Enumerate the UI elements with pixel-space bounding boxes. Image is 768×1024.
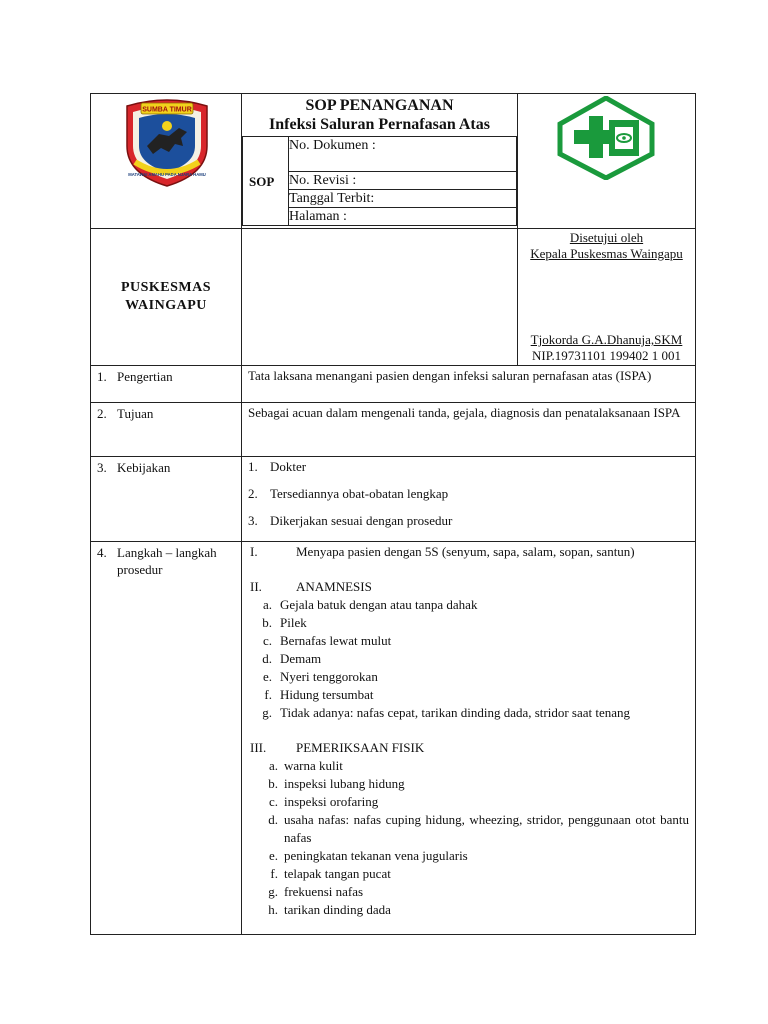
section-label: Kebijakan: [117, 460, 171, 475]
svg-text:SUMBA TIMUR: SUMBA TIMUR: [142, 106, 192, 114]
list-item: f. telapak tangan pucat: [270, 866, 391, 881]
sop-table: [90, 93, 696, 935]
list-item: b. inspeksi lubang hidung: [268, 776, 405, 791]
list-item: a. warna kulit: [268, 758, 343, 773]
step-title: PEMERIKSAAN FISIK: [296, 740, 425, 755]
list-item: a. Gejala batuk dengan atau tanpa dahak: [262, 597, 478, 612]
approval-block: [518, 229, 696, 366]
list-item: c. inspeksi orofaring: [268, 794, 379, 809]
list-item: 3. Dikerjakan sesuai dengan prosedur: [248, 513, 453, 528]
no-revisi-field: No. Revisi :: [289, 172, 517, 190]
list-item: e. peningkatan tekanan vena jugularis: [268, 848, 468, 863]
step-text: Menyapa pasien dengan 5S (senyum, sapa, salam, sopan, santun): [296, 544, 635, 559]
section-content-langkah: [242, 542, 696, 935]
sop-title: [242, 94, 517, 137]
sumba-timur-crest-icon: [121, 96, 213, 193]
sop-document: [90, 93, 695, 935]
step-2-anamnesis: [250, 578, 689, 722]
step-1: [250, 543, 689, 561]
section-number: 2.: [97, 406, 107, 421]
left-logo-cell: [91, 94, 242, 229]
section-label-langkah: [91, 542, 242, 935]
section-label-kebijakan: [91, 457, 242, 542]
section-label: Pengertian: [117, 369, 173, 384]
list-item: d. usaha nafas: nafas cuping hidung, wheezing, stridor, penggunaan otot bantu nafas: [268, 812, 689, 845]
section-label-tujuan: [91, 403, 242, 457]
svg-text:MATAWAI AMAHU PADA NJARA HAMU: MATAWAI AMAHU PADA NJARA HAMU: [128, 172, 206, 177]
org-name-line-2: WAINGAPU: [125, 298, 207, 313]
list-item: h. tarikan dinding dada: [268, 902, 391, 917]
org-name-line-1: PUSKESMAS: [120, 280, 212, 295]
section-number: 4.: [97, 545, 107, 560]
step-roman: III.: [250, 740, 267, 755]
list-item: f. Hidung tersumbat: [264, 687, 374, 702]
approval-line-2: Kepala Puskesmas Waingapu: [530, 246, 683, 261]
section-label: Langkah – langkah prosedur: [117, 545, 217, 577]
org-name: [91, 229, 242, 366]
list-item: b. Pilek: [262, 615, 307, 630]
halaman-field: Halaman :: [289, 208, 517, 226]
blank-cell: [242, 229, 518, 366]
list-item: c. Bernafas lewat mulut: [262, 633, 392, 648]
approval-line-1: Disetujui oleh: [569, 230, 644, 245]
title-line-2: Infeksi Saluran Pernafasan Atas: [269, 116, 490, 133]
section-number: 1.: [97, 369, 107, 384]
step-roman: II.: [250, 579, 262, 594]
section-number: 3.: [97, 460, 107, 475]
step-roman: I.: [250, 544, 258, 559]
approver-name: Tjokorda G.A.Dhanuja,SKM: [530, 332, 683, 347]
no-dokumen-field: No. Dokumen :: [289, 137, 517, 172]
list-item: e. Nyeri tenggorokan: [262, 669, 378, 684]
puskesmas-cross-icon: [556, 96, 656, 185]
list-item: d. Demam: [262, 651, 322, 666]
title-line-1: SOP PENANGANAN: [305, 97, 454, 114]
approver-nip: NIP.19731101 199402 1 001: [531, 348, 682, 363]
section-content-kebijakan: [242, 457, 696, 542]
list-item: g. frekuensi nafas: [268, 884, 364, 899]
sop-meta-table: [242, 137, 517, 226]
list-item: 1. Dokter: [248, 459, 307, 474]
tanggal-terbit-field: Tanggal Terbit:: [289, 190, 517, 208]
title-cell: [242, 94, 518, 229]
right-logo-cell: [518, 94, 696, 229]
list-item: 2. Tersediannya obat-obatan lengkap: [248, 486, 449, 501]
sop-label: SOP: [243, 137, 289, 226]
list-item: g. Tidak adanya: nafas cepat, tarikan dinding dada, stridor saat tenang: [262, 705, 631, 720]
section-content-tujuan: Sebagai acuan dalam mengenali tanda, gejala, diagnosis dan penatalaksanaan ISPA: [242, 403, 696, 457]
section-content-pengertian: Tata laksana menangani pasien dengan infeksi saluran pernafasan atas (ISPA): [242, 366, 696, 403]
step-3-pemeriksaan-fisik: [250, 739, 689, 919]
section-label-pengertian: [91, 366, 242, 403]
step-title: ANAMNESIS: [296, 579, 372, 594]
section-label: Tujuan: [117, 406, 154, 421]
